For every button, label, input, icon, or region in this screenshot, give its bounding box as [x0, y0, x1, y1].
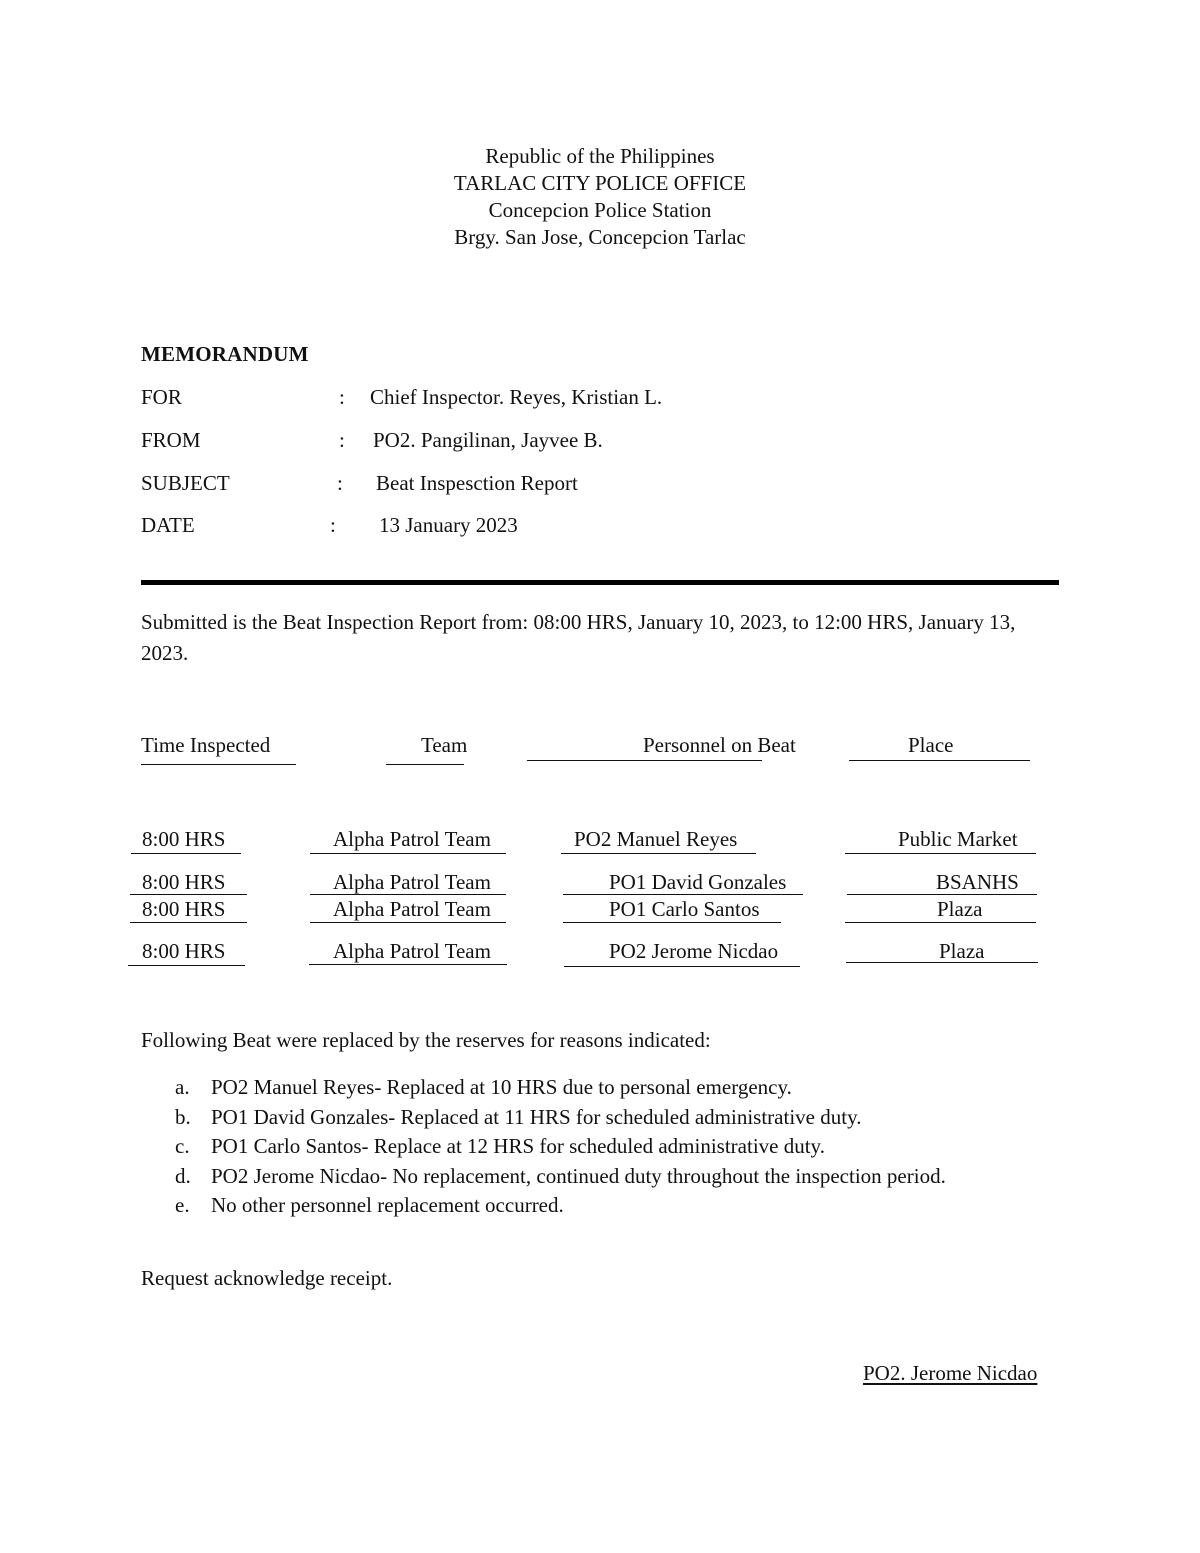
cell-underline	[846, 962, 1038, 963]
row-personnel: PO2 Manuel Reyes	[574, 827, 738, 851]
cell-underline	[309, 964, 507, 965]
row-team: Alpha Patrol Team	[333, 827, 491, 851]
memo-from-value: PO2. Pangilinan, Jayvee B.	[373, 428, 603, 452]
row-time: 8:00 HRS	[142, 939, 226, 963]
cell-underline	[563, 894, 803, 895]
cell-underline	[130, 894, 247, 895]
header-place: Place	[908, 733, 954, 757]
memo-for-colon: :	[339, 385, 345, 409]
list-item	[141, 1191, 1081, 1221]
row-team: Alpha Patrol Team	[333, 870, 491, 894]
memo-for-label: FOR	[141, 385, 182, 409]
memo-subject-value: Beat Inspesction Report	[376, 471, 578, 495]
list-item-text: PO1 Carlo Santos- Replace at 12 HRS for scheduled administrative duty.	[211, 1134, 825, 1158]
cell-underline	[128, 965, 245, 966]
list-item-letter: e.	[175, 1193, 190, 1217]
list-item	[141, 1132, 1081, 1162]
list-item-letter: d.	[175, 1163, 191, 1188]
cell-underline	[847, 894, 1037, 895]
row-team: Alpha Patrol Team	[333, 939, 491, 963]
cell-underline	[845, 853, 1036, 854]
row-personnel: PO1 Carlo Santos	[609, 897, 760, 921]
memo-title: MEMORANDUM	[141, 342, 309, 366]
header-underline	[527, 760, 762, 761]
list-item-letter: b.	[175, 1104, 191, 1129]
list-item	[141, 1073, 1081, 1103]
cell-underline	[563, 922, 781, 923]
header-underline	[386, 764, 464, 765]
list-item-text: PO2 Jerome Nicdao- No replacement, continued duty throughout the inspection period.	[211, 1163, 946, 1188]
intro-paragraph: Submitted is the Beat Inspection Report from: 08:00 HRS, January 10, 2023, to 12:00 HRS, January 13, 2023.	[141, 610, 1016, 665]
header-underline	[849, 760, 1030, 761]
row-place: Plaza	[937, 897, 983, 921]
reserves-intro: Following Beat were replaced by the reserves for reasons indicated:	[141, 1028, 711, 1052]
cell-underline	[564, 966, 800, 967]
row-place: Plaza	[939, 939, 985, 963]
header-team: Team	[421, 733, 468, 757]
memo-subject-colon: :	[337, 471, 343, 495]
signature-name: PO2. Jerome Nicdao	[863, 1361, 1038, 1385]
letterhead-office: TARLAC CITY POLICE OFFICE	[453, 171, 747, 195]
row-time: 8:00 HRS	[142, 827, 226, 851]
list-item-text: PO1 David Gonzales- Replaced at 11 HRS for scheduled administrative duty.	[211, 1104, 862, 1129]
list-item-letter: a.	[175, 1075, 190, 1099]
cell-underline	[130, 922, 247, 923]
cell-underline	[845, 922, 1036, 923]
closing-line: Request acknowledge receipt.	[141, 1266, 393, 1290]
reasons-list	[141, 1073, 1081, 1221]
cell-underline	[131, 853, 241, 854]
list-item	[141, 1162, 1081, 1192]
list-item	[141, 1103, 1081, 1133]
memo-date-colon: :	[330, 513, 336, 537]
header-time-inspected: Time Inspected	[141, 733, 271, 757]
row-personnel: PO1 David Gonzales	[609, 870, 787, 894]
row-place: Public Market	[898, 827, 1018, 851]
row-time: 8:00 HRS	[142, 870, 226, 894]
header-underline	[141, 764, 296, 765]
horizontal-rule	[141, 580, 1059, 585]
row-personnel: PO2 Jerome Nicdao	[609, 939, 779, 963]
cell-underline	[310, 894, 506, 895]
cell-underline	[561, 853, 756, 854]
row-time: 8:00 HRS	[142, 897, 226, 921]
memo-from-colon: :	[339, 428, 345, 452]
letterhead-address: Brgy. San Jose, Concepcion Tarlac	[454, 225, 746, 249]
memo-subject-label: SUBJECT	[141, 471, 230, 495]
row-place: BSANHS	[936, 870, 1019, 894]
letterhead	[0, 143, 1200, 251]
cell-underline	[310, 922, 506, 923]
row-team: Alpha Patrol Team	[333, 897, 491, 921]
list-item-letter: c.	[175, 1134, 190, 1158]
list-item-text: No other personnel replacement occurred.	[211, 1193, 564, 1217]
list-item-text: PO2 Manuel Reyes- Replaced at 10 HRS due to personal emergency.	[211, 1075, 792, 1099]
memo-date-label: DATE	[141, 513, 195, 537]
memo-date-value: 13 January 2023	[379, 513, 518, 537]
letterhead-country: Republic of the Philippines	[485, 144, 715, 168]
header-personnel: Personnel on Beat	[643, 733, 796, 757]
letterhead-station: Concepcion Police Station	[488, 198, 712, 222]
memo-from-label: FROM	[141, 428, 201, 452]
cell-underline	[310, 853, 506, 854]
memo-for-value: Chief Inspector. Reyes, Kristian L.	[370, 385, 663, 409]
